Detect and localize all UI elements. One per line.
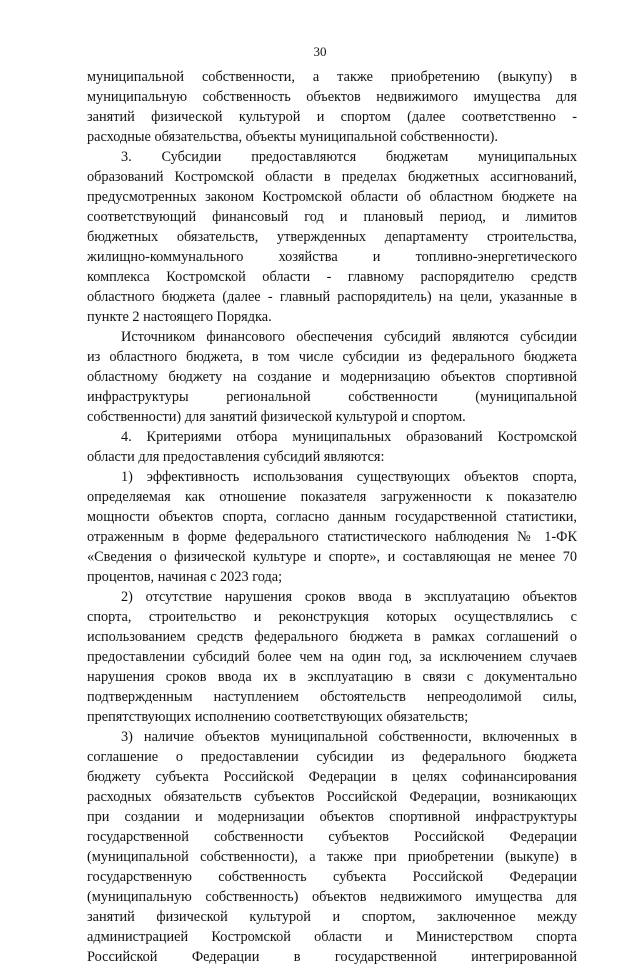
text-line: 3. Субсидии предоставляются бюджетам муниципальных xyxy=(121,149,577,165)
text-line: 1) эффективность использования существующих объектов спорта, xyxy=(121,469,577,485)
text-line: (муниципальную собственность) объектов недвижимого имущества для xyxy=(87,889,577,905)
text-line: процентов, начиная с 2023 года; xyxy=(87,569,283,585)
page-number: 30 xyxy=(313,44,327,59)
text-line: подтвержденным наступлением обстоятельств непреодолимой силы, xyxy=(87,689,577,705)
text-line: образований Костромской области в пределах бюджетных ассигнований, xyxy=(87,169,577,185)
document-body xyxy=(87,67,577,967)
text-line: областного бюджета (далее - главный распорядитель) на цели, указанные в xyxy=(87,289,577,305)
text-line: «Сведения о физической культуре и спорте», и составляющая не менее 70 xyxy=(87,549,577,565)
text-line: нарушения сроков ввода их в эксплуатацию в связи с документально xyxy=(87,669,577,685)
text-line: Российской Федерации в государственной интегрированной xyxy=(87,949,577,965)
text-line: мощности объектов спорта, согласно данным государственной статистики, xyxy=(87,509,577,525)
text-line: бюджету субъекта Российской Федерации в целях софинансирования xyxy=(87,769,577,785)
text-line: расходные обязательства, объекты муниципальной собственности). xyxy=(87,129,498,145)
text-line: из областного бюджета, в том числе субсидии из федерального бюджета xyxy=(87,349,577,365)
text-line: спорта, строительство и реконструкция которых осуществлялись с xyxy=(87,609,577,625)
text-line: отраженным в форме федерального статистического наблюдения № 1-ФК xyxy=(87,529,577,545)
text-line: предоставлении субсидий более чем на один год, за исключением случаев xyxy=(87,649,577,665)
text-line: бюджетных обязательств, утвержденных департаменту строительства, xyxy=(87,229,577,245)
text-line: препятствующих исполнению соответствующих обязательств; xyxy=(87,709,469,725)
text-line: расходных обязательств субъектов Российской Федерации, возникающих xyxy=(87,789,577,805)
text-line: государственной собственности субъектов Российской Федерации xyxy=(87,829,577,845)
text-line: комплекса Костромской области - главному распорядителю средств xyxy=(87,269,577,285)
text-line: муниципальной собственности, а также приобретению (выкупу) в xyxy=(87,69,577,85)
text-line: государственную собственность субъекта Российской Федерации xyxy=(87,869,577,885)
text-line: (муниципальной собственности), а также при приобретении (выкупе) в xyxy=(87,849,577,865)
text-line: при создании и модернизации объектов спортивной инфраструктуры xyxy=(87,809,577,825)
text-line: инфраструктуры региональной собственности (муниципальной xyxy=(87,389,577,405)
text-line: Источником финансового обеспечения субсидий являются субсидии xyxy=(121,329,577,345)
text-line: собственности) для занятий физической культурой и спортом. xyxy=(87,409,466,425)
text-line: использованием средств федерального бюджета в рамках соглашений о xyxy=(87,629,577,645)
text-line: области для предоставления субсидий являются: xyxy=(87,449,385,465)
text-line: администрацией Костромской области и Министерством спорта xyxy=(87,929,577,945)
text-line: занятий физической культурой и спортом, заключенное между xyxy=(87,909,577,925)
text-line: занятий физической культурой и спортом (далее соответственно - xyxy=(87,109,577,125)
text-line: 2) отсутствие нарушения сроков ввода в эксплуатацию объектов xyxy=(121,589,577,605)
text-line: предусмотренных законом Костромской области об областном бюджете на xyxy=(87,189,577,205)
text-line: соответствующий финансовый год и плановый период, и лимитов xyxy=(87,209,577,225)
text-line: областному бюджету на создание и модернизацию объектов спортивной xyxy=(87,369,577,385)
text-line: пункте 2 настоящего Порядка. xyxy=(87,309,272,325)
text-line: 3) наличие объектов муниципальной собственности, включенных в xyxy=(121,729,577,745)
text-line: определяемая как отношение показателя загруженности к показателю xyxy=(87,489,577,505)
text-line: жилищно-коммунального хозяйства и топливно-энергетического xyxy=(87,249,577,265)
text-line: муниципальную собственность объектов недвижимого имущества для xyxy=(87,89,577,105)
text-line: соглашение о предоставлении субсидии из федерального бюджета xyxy=(87,749,577,765)
text-line: 4. Критериями отбора муниципальных образований Костромской xyxy=(121,429,577,445)
